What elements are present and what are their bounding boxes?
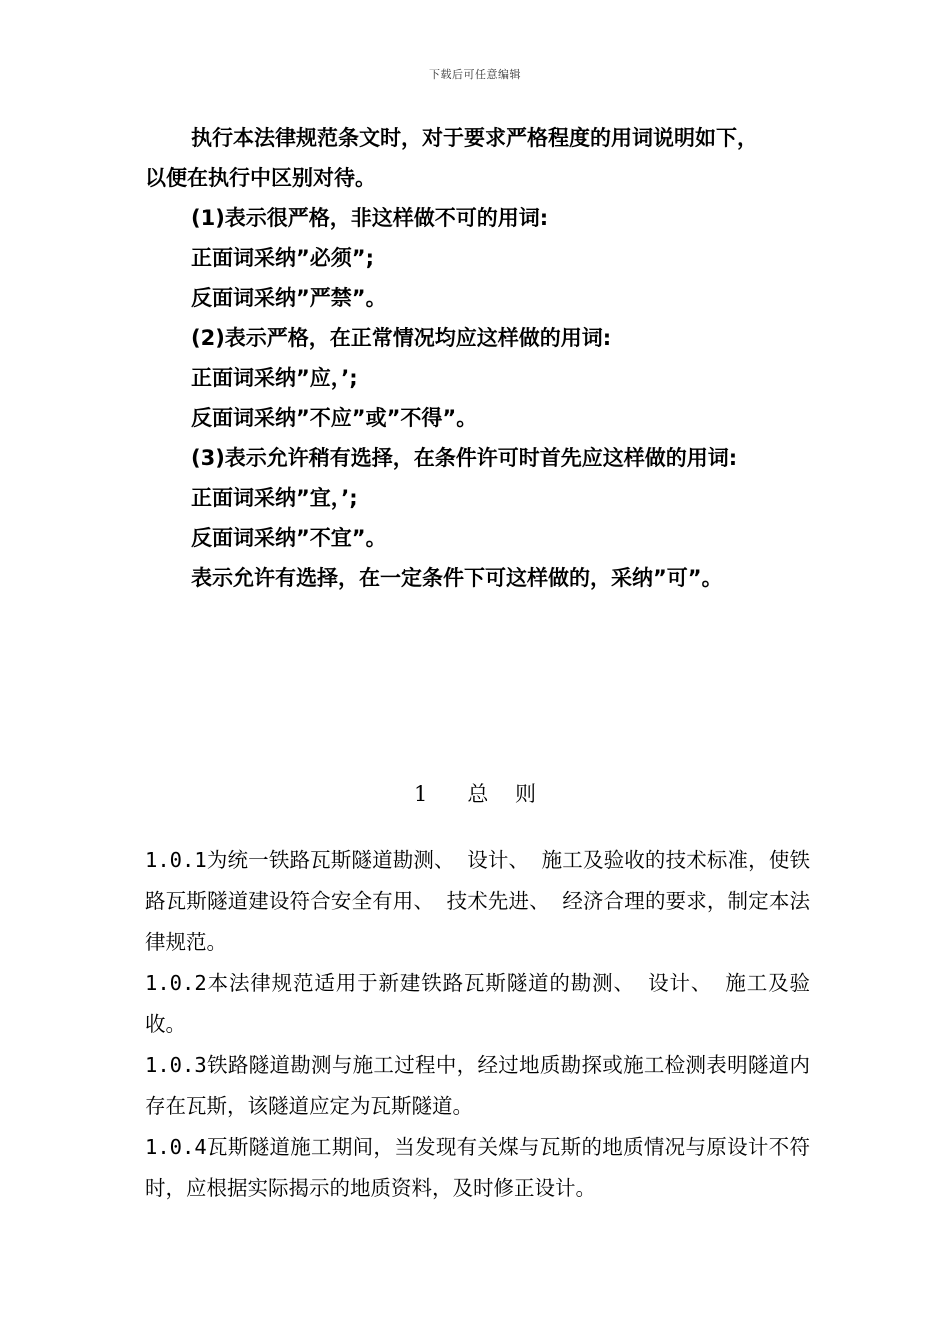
clause-paragraph: 1.0.1为统一铁路瓦斯隧道勘测、 设计、 施工及验收的技术标准，使铁路瓦斯隧道建设符合安全有用、 技术先进、 经济合理的要求，制定本法律规范。 <box>145 848 810 954</box>
usage-item: 正面词采纳”宜，’; <box>191 486 358 510</box>
intro-line: 执行本法律规范条文时，对于要求严格程度的用词说明如下， <box>191 126 758 150</box>
clause-paragraph: 1.0.3铁路隧道勘测与施工过程中，经过地质勘探或施工检测表明隧道内存在瓦斯，该隧道应定为瓦斯隧道。 <box>145 1053 810 1118</box>
usage-item: (3)表示允许稍有选择，在条件许可时首先应这样做的用词: <box>191 446 738 470</box>
clause-paragraph: 1.0.2本法律规范适用于新建铁路瓦斯隧道的勘测、 设计、 施工及验收。 <box>145 971 810 1036</box>
usage-item: 正面词采纳”应，’; <box>191 366 358 390</box>
chapter-title: 1 总 则 <box>413 782 537 806</box>
intro-line-continued: 以便在执行中区别对待。 <box>145 166 376 190</box>
usage-explanation-section <box>145 118 810 598</box>
usage-item: 正面词采纳”必须”; <box>191 246 375 270</box>
clause-paragraph: 1.0.4瓦斯隧道施工期间，当发现有关煤与瓦斯的地质情况与原设计不符时，应根据实际揭示的地质资料，及时修正设计。 <box>145 1135 810 1200</box>
usage-item: 反面词采纳”严禁”。 <box>191 286 387 310</box>
usage-item: (2)表示严格，在正常情况均应这样做的用词: <box>191 326 612 350</box>
usage-item: 表示允许有选择，在一定条件下可这样做的，采纳”可”。 <box>191 566 723 590</box>
chapter-clauses <box>145 840 810 1209</box>
usage-item: (1)表示很严格，非这样做不可的用词: <box>191 206 549 230</box>
usage-item: 反面词采纳”不应”或”不得”。 <box>191 406 478 430</box>
header-note: 下载后可任意编辑 <box>429 68 521 81</box>
usage-item: 反面词采纳”不宜”。 <box>191 526 387 550</box>
